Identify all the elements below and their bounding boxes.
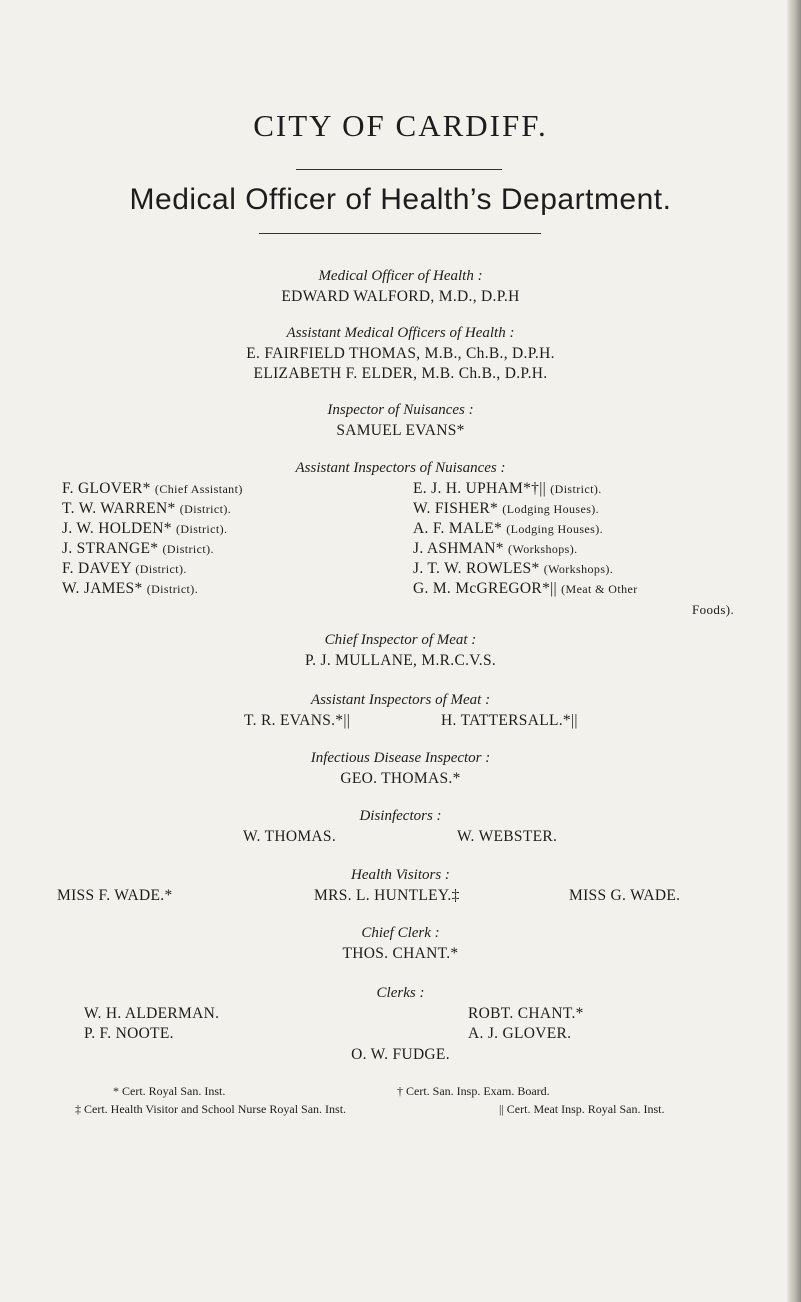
- health-visitors-role: Health Visitors :: [351, 867, 450, 883]
- moh-role: Medical Officer of Health :: [318, 268, 483, 284]
- moh-name: EDWARD WALFORD, M.D., D.P.H: [281, 288, 520, 305]
- clerk-name-5: O. W. FUDGE.: [351, 1046, 450, 1063]
- health-visitor-name-3: MISS G. WADE.: [569, 887, 681, 904]
- department-title: Medical Officer of Health’s Department.: [129, 183, 672, 216]
- assistant-meat-name-1: T. R. EVANS.*||: [244, 712, 351, 729]
- department-divider: [259, 233, 541, 234]
- clerk-name-3: ROBT. CHANT.*: [468, 1005, 584, 1022]
- inspector-right-2: W. FISHER* (Lodging Houses).: [413, 500, 600, 517]
- title-divider: [296, 169, 502, 170]
- inspector-nuisances-name: SAMUEL EVANS*: [336, 422, 465, 439]
- health-visitor-name-2: MRS. L. HUNTLEY.‡: [314, 887, 460, 904]
- infectious-role: Infectious Disease Inspector :: [310, 750, 491, 766]
- inspector-left-5: F. DAVEY (District).: [62, 560, 187, 577]
- inspector-right-1: E. J. H. UPHAM*†|| (District).: [413, 480, 602, 497]
- chief-meat-name: P. J. MULLANE, M.R.C.V.S.: [304, 652, 497, 669]
- assistant-meat-name-2: H. TATTERSALL.*||: [441, 712, 578, 729]
- assistant-moh-name-2: ELIZABETH F. ELDER, M.B. Ch.B., D.P.H.: [253, 365, 548, 382]
- footnote-1: * Cert. Royal San. Inst.: [113, 1084, 226, 1098]
- inspector-left-1: F. GLOVER* (Chief Assistant): [62, 480, 243, 497]
- inspector-nuisances-role: Inspector of Nuisances :: [327, 402, 474, 418]
- city-title: CITY OF CARDIFF.: [253, 108, 548, 143]
- footnote-3: ‡ Cert. Health Visitor and School Nurse Royal San. Inst.: [75, 1102, 347, 1116]
- footnote-2: † Cert. San. Insp. Exam. Board.: [397, 1084, 550, 1098]
- inspector-right-5: J. T. W. ROWLES* (Workshops).: [413, 560, 614, 577]
- inspector-left-3: J. W. HOLDEN* (District).: [62, 520, 228, 537]
- health-visitor-name-1: MISS F. WADE.*: [57, 887, 173, 904]
- chief-clerk-role: Chief Clerk :: [361, 925, 440, 941]
- inspector-right-3: A. F. MALE* (Lodging Houses).: [413, 520, 604, 537]
- chief-clerk-name: THOS. CHANT.*: [342, 945, 459, 962]
- infectious-name: GEO. THOMAS.*: [340, 770, 461, 787]
- disinfector-name-2: W. WEBSTER.: [457, 828, 558, 845]
- disinfector-name-1: W. THOMAS.: [243, 828, 337, 845]
- inspector-right-4: J. ASHMAN* (Workshops).: [413, 540, 578, 557]
- assistant-moh-role: Assistant Medical Officers of Health :: [286, 325, 515, 341]
- chief-meat-role: Chief Inspector of Meat :: [324, 632, 477, 648]
- inspector-right-6: G. M. McGREGOR*|| (Meat & Other: [413, 580, 638, 597]
- assistant-meat-role: Assistant Inspectors of Meat :: [310, 692, 491, 708]
- inspector-left-6: W. JAMES* (District).: [62, 580, 199, 597]
- clerk-name-4: A. J. GLOVER.: [468, 1025, 572, 1042]
- inspector-right-6-continuation: Foods).: [692, 602, 735, 617]
- inspector-left-2: T. W. WARREN* (District).: [62, 500, 232, 517]
- footnote-4: || Cert. Meat Insp. Royal San. Inst.: [499, 1102, 665, 1116]
- disinfectors-role: Disinfectors :: [359, 808, 442, 824]
- clerk-name-1: W. H. ALDERMAN.: [84, 1005, 220, 1022]
- clerk-name-2: P. F. NOOTE.: [84, 1025, 174, 1042]
- inspector-left-4: J. STRANGE* (District).: [62, 540, 214, 557]
- clerks-role: Clerks :: [376, 985, 425, 1001]
- assistant-inspectors-role: Assistant Inspectors of Nuisances :: [295, 460, 506, 476]
- assistant-moh-name-1: E. FAIRFIELD THOMAS, M.B., Ch.B., D.P.H.: [246, 345, 555, 362]
